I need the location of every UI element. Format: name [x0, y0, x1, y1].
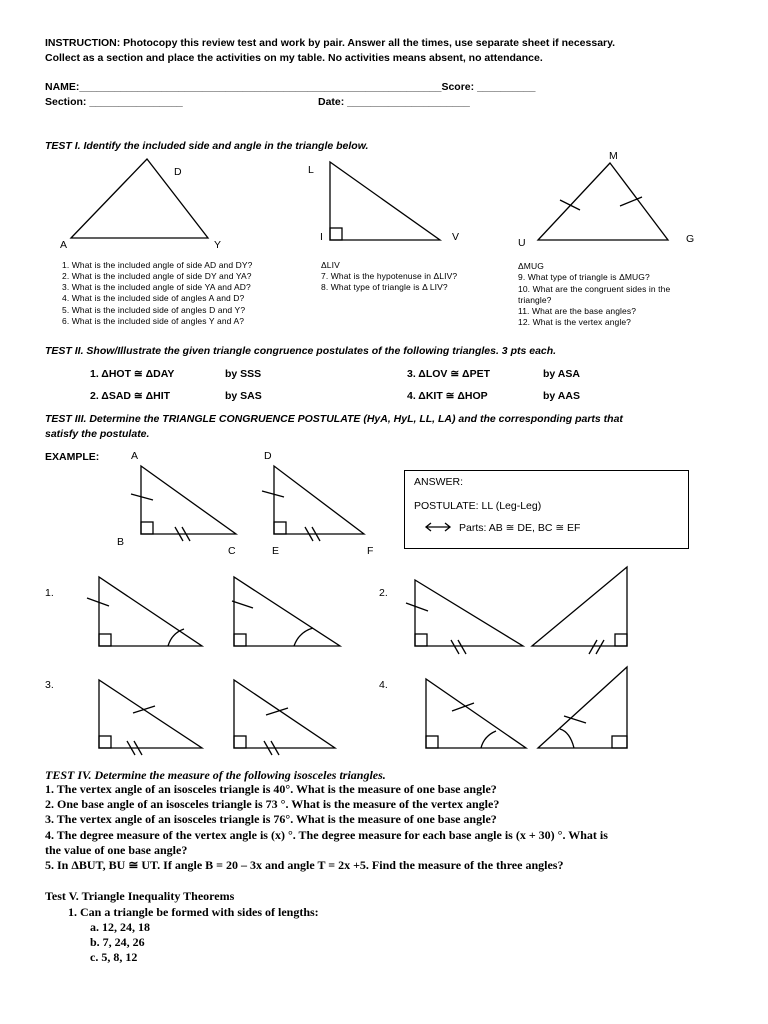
question-1: 1. What is the included angle of side AD and DY?: [62, 260, 253, 270]
test2-item-3-by: by ASA: [543, 368, 580, 380]
answer-label: ANSWER:: [414, 476, 464, 488]
question-4: 4. What is the included side of angles A and D?: [62, 293, 245, 303]
item-label-4: 4.: [379, 679, 388, 691]
answer-parts: Parts: AB ≅ DE, BC ≅ EF: [459, 522, 581, 534]
date-line: Date: _____________________: [318, 96, 470, 108]
test5-question: 1. Can a triangle be formed with sides of lengths:: [68, 905, 319, 919]
test4-title: TEST IV. Determine the measure of the following isosceles triangles.: [45, 768, 386, 782]
example-triangle-def: [274, 466, 364, 534]
test2-item-1-by: by SSS: [225, 368, 262, 380]
item3-triangle-a: [99, 680, 202, 748]
example-label: EXAMPLE:: [45, 451, 100, 463]
test2-item-3: 3. ΔLOV ≅ ΔPET: [407, 368, 491, 380]
ex-label-d: D: [264, 450, 272, 462]
ex-label-e: E: [272, 545, 280, 557]
label-a: A: [60, 239, 68, 251]
test5-option-c: c. 5, 8, 12: [90, 950, 138, 964]
label-i: I: [320, 231, 323, 243]
question-8: 8. What type of triangle is Δ LIV?: [321, 282, 448, 292]
test3-title-line-2: satisfy the postulate.: [45, 428, 150, 440]
question-10: 10. What are the congruent sides in the: [518, 284, 671, 294]
question-5: 5. What is the included side of angles D and Y?: [62, 305, 246, 315]
ex-label-b: B: [117, 536, 125, 548]
example-triangle-abc: [141, 466, 236, 534]
question-7: 7. What is the hypotenuse in ΔLIV?: [321, 271, 458, 281]
test4-line-4-cont: the value of one base angle?: [45, 843, 188, 857]
item-label-2: 2.: [379, 587, 388, 599]
liv-heading: ΔLIV: [321, 260, 340, 270]
triangle-mug: [538, 163, 668, 240]
question-10-cont: triangle?: [518, 295, 552, 305]
item2-triangle-b: [532, 567, 627, 646]
answer-postulate: POSTULATE: LL (Leg-Leg): [414, 500, 542, 512]
test2-item-1: 1. ΔHOT ≅ ΔDAY: [90, 368, 175, 380]
label-l: L: [308, 164, 314, 176]
ex-label-c: C: [228, 545, 236, 557]
item1-triangle-b: [234, 577, 340, 646]
item2-triangle-a: [415, 580, 523, 646]
question-2: 2. What is the included angle of side DY and YA?: [62, 271, 252, 281]
label-u: U: [518, 237, 526, 249]
item-label-3: 3.: [45, 679, 54, 691]
instruction-line-1: INSTRUCTION: Photocopy this review test and work by pair. Answer all the times, use separate sheet if necessary.: [45, 37, 616, 49]
triangle-liv: [330, 162, 440, 240]
label-g: G: [686, 233, 695, 245]
question-6: 6. What is the included side of angles Y and A?: [62, 316, 245, 326]
test4-line-5: 5. In ΔBUT, BU ≅ UT. If angle B = 20 – 3x and angle T = 2x +5. Find the measure of the three angles?: [45, 858, 564, 872]
mug-heading: ΔMUG: [518, 261, 544, 271]
label-m: M: [609, 150, 618, 162]
label-y: Y: [214, 239, 222, 251]
test2-title: TEST II. Show/Illustrate the given triangle congruence postulates of the following triangles. 3 pts each.: [45, 345, 557, 357]
question-12: 12. What is the vertex angle?: [518, 317, 631, 327]
label-v: V: [452, 231, 460, 243]
test2-item-2-by: by SAS: [225, 390, 262, 402]
item1-triangle-a: [99, 577, 202, 646]
item3-triangle-b: [234, 680, 335, 748]
test1-title: TEST I. Identify the included side and angle in the triangle below.: [45, 140, 369, 152]
test3-title-line-1: TEST III. Determine the TRIANGLE CONGRUENCE POSTULATE (HyA, HyL, LL, LA) and the corresponding parts that: [45, 413, 623, 425]
test2-item-4: 4. ΔKIT ≅ ΔHOP: [407, 390, 488, 402]
test5-title: Test V. Triangle Inequality Theorems: [45, 889, 235, 903]
test4-line-1: 1. The vertex angle of an isosceles triangle is 40°. What is the measure of one base angle?: [45, 782, 497, 796]
question-9: 9. What type of triangle is ΔMUG?: [518, 272, 650, 282]
test4-line-2: 2. One base angle of an isosceles triangle is 73 °. What is the measure of the vertex angle?: [45, 797, 500, 811]
label-d: D: [174, 166, 182, 178]
test2-item-4-by: by AAS: [543, 390, 580, 402]
question-3: 3. What is the included angle of side YA and AD?: [62, 282, 251, 292]
triangle-ady: [71, 159, 208, 238]
item-label-1: 1.: [45, 587, 54, 599]
section-line: Section: ________________: [45, 96, 183, 108]
test2-item-2: 2. ΔSAD ≅ ΔHIT: [90, 390, 171, 402]
ex-label-a: A: [131, 450, 139, 462]
test5-option-a: a. 12, 24, 18: [90, 920, 150, 934]
ex-label-f: F: [367, 545, 374, 557]
test4-line-4: 4. The degree measure of the vertex angle is (x) °. The degree measure for each base angle is (x + 30) °. What is: [45, 828, 608, 842]
instruction-line-2: Collect as a section and place the activities on my table. No activities means absent, no attendance.: [45, 52, 543, 64]
item4-triangle-a: [426, 679, 526, 748]
test5-option-b: b. 7, 24, 26: [90, 935, 145, 949]
test4-line-3: 3. The vertex angle of an isosceles triangle is 76°. What is the measure of one base angle?: [45, 812, 497, 826]
name-score-line: NAME:______________________________________________________________Score: __________: [45, 81, 536, 93]
question-11: 11. What are the base angles?: [518, 306, 637, 316]
